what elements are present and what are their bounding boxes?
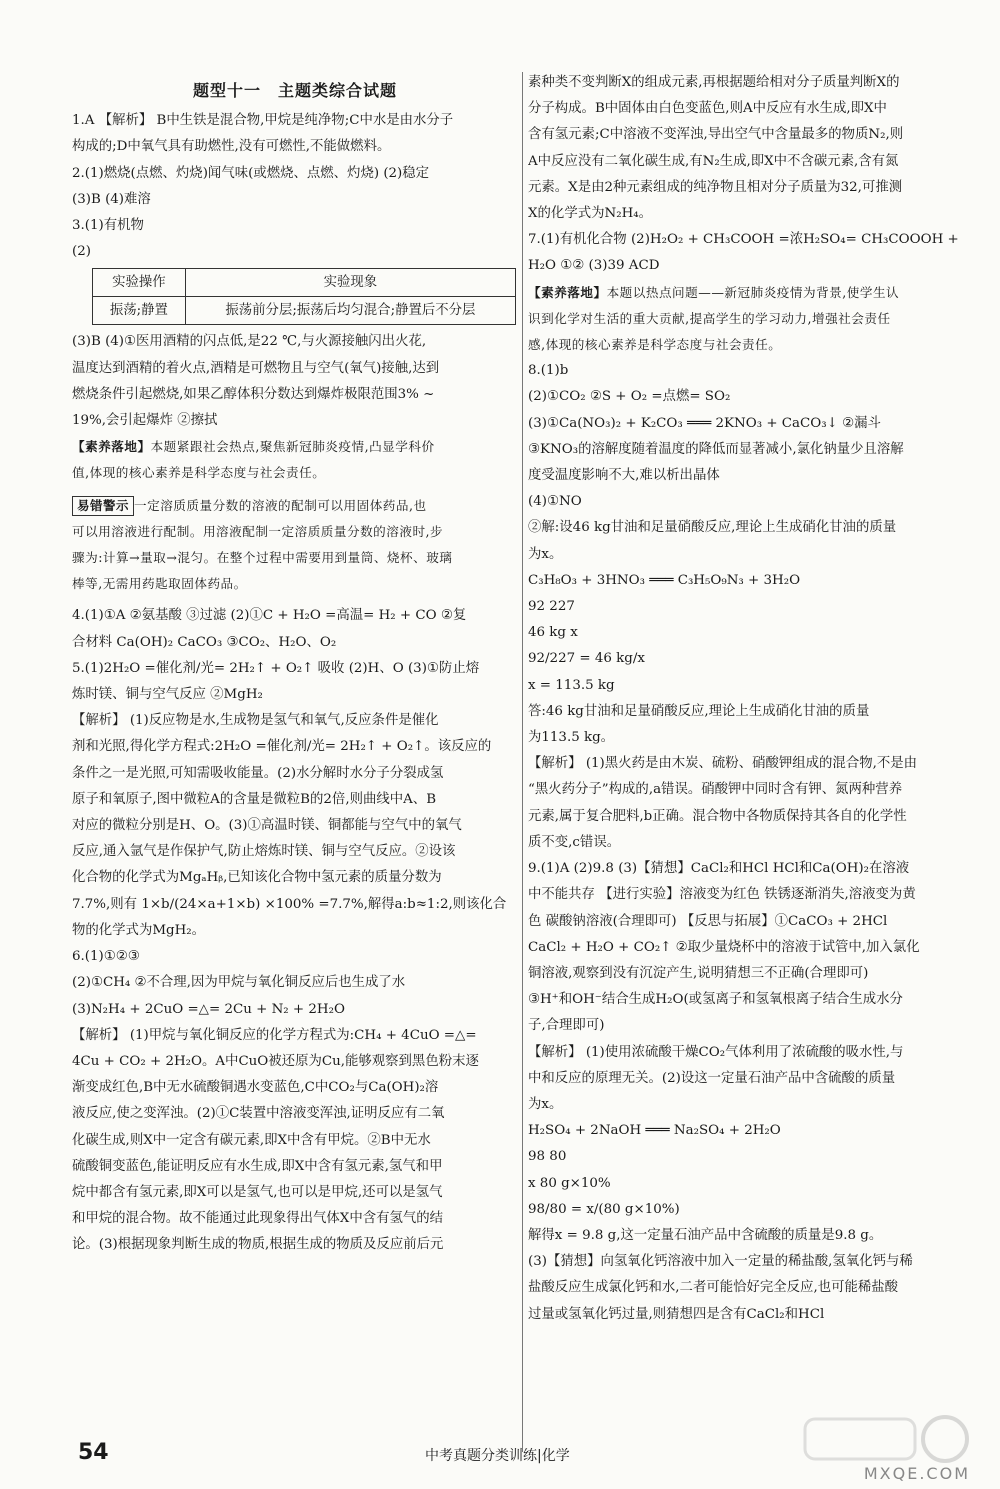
yicuo-line: 骤为:计算→量取→混匀。在整个过程中需要用到量筒、烧杯、玻璃 — [72, 550, 453, 566]
text-line: ③KNO₃的溶解度随着温度的降低而显著减小,氯化钠量少且溶解 — [528, 441, 904, 457]
text-line: 温度达到酒精的着火点,酒精是可燃物且与空气(氧气)接触,达到 — [72, 360, 440, 376]
text-line: 8.(1)b — [528, 363, 569, 379]
yicuo-line: 一定溶质质量分数的溶液的配制可以用固体药品,也 — [134, 497, 427, 513]
text-line: 92/227 = 46 kg/x — [528, 651, 645, 667]
text-line: “黑火药分子”构成的,a错误。硝酸钾中同时含有钾、氮两种营养 — [528, 782, 903, 798]
right-lines-b — [528, 358, 974, 1328]
text-line: 化碳生成,则X中一定含有碳元素,即X中含有甲烷。②B中无水 — [72, 1132, 431, 1148]
text-line: 2.(1)燃烧(点燃、灼烧)闻气味(或燃烧、点燃、灼烧) (2)稳定 — [72, 165, 430, 181]
suyang-line: 值,体现的核心素养是科学态度与社会责任。 — [72, 465, 326, 481]
text-line: 【解析】 (1)反应物是水,生成物是氢气和氧气,反应条件是催化 — [72, 713, 439, 729]
right-column — [528, 70, 974, 1328]
text-line: 条件之一是光照,可知需吸收能量。(2)水分解时水分子分裂成氢 — [72, 765, 444, 781]
text-line: 物的化学式为MgH₂。 — [72, 922, 206, 938]
suyang-line: 感,体现的核心素养是科学态度与社会责任。 — [528, 337, 782, 353]
yicuo-block — [72, 493, 518, 519]
text-line: (2)①CO₂ ②S + O₂ =点燃= SO₂ — [528, 389, 731, 405]
watermark-text: MXQE.COM — [863, 1464, 970, 1483]
text-line: 色 碳酸钠溶液(合理即可) 【反思与拓展】①CaCO₃ + 2HCl — [528, 913, 888, 929]
left-column — [72, 70, 518, 1259]
text-line: A中反应没有二氧化碳生成,有N₂生成,即X中不含碳元素,含有氮 — [528, 153, 899, 169]
text-line: 中和反应的原理无关。(2)设这一定量石油产品中含硫酸的质量 — [528, 1070, 896, 1086]
text-line: 过量或氢氧化钙过量,则猜想四是含有CaCl₂和HCl — [528, 1306, 825, 1322]
right-lines-a — [528, 70, 974, 280]
text-line: 对应的微粒分别是H、O。(3)①高温时镁、铜都能与空气中的氧气 — [72, 818, 462, 834]
text-line: (3)N₂H₄ + 2CuO =△= 2Cu + N₂ + 2H₂O — [72, 1001, 345, 1017]
text-line: 98 80 — [528, 1149, 567, 1165]
text-line: 【解析】 (1)黑火药是由木炭、硫粉、硝酸钾组成的混合物,不是由 — [528, 756, 918, 772]
text-line: 5.(1)2H₂O =催化剂/光= 2H₂↑ + O₂↑ 吸收 (2)H、O (3)①防止熔 — [72, 660, 480, 676]
text-line: 素种类不变判断X的组成元素,再根据题给相对分子质量判断X的 — [528, 75, 900, 90]
text-line: 中不能共存 【进行实验】溶液变为红色 铁锈逐渐消失,溶液变为黄 — [528, 887, 916, 903]
text-line: 构成的;D中氧气具有助燃性,没有可燃性,不能做燃料。 — [72, 139, 391, 155]
table-header-operation: 实验操作 — [93, 269, 186, 297]
text-line: 为113.5 kg。 — [528, 730, 615, 746]
text-line: 剂和光照,得化学方程式:2H₂O =催化剂/光= 2H₂↑ + O₂↑。该反应的 — [72, 739, 492, 755]
text-line: 98/80 = x/(80 g×10%) — [528, 1201, 680, 1217]
suyang-block-left — [72, 434, 518, 460]
text-line: 子,合理即可) — [528, 1018, 605, 1034]
text-line: 1.A 【解析】 B中生铁是混合物,甲烷是纯净物;C中水是由水分子 — [72, 113, 454, 129]
text-line: 为x。 — [528, 1096, 563, 1112]
text-line: 9.(1)A (2)9.8 (3)【猜想】CaCl₂和HCl HCl和Ca(OH)₂在溶液 — [528, 861, 910, 877]
suyang-tag: 【素养落地】 — [528, 284, 607, 300]
table-cell-operation: 振荡;静置 — [93, 297, 186, 325]
text-line: 论。(3)根据现象判断生成的物质,根据生成的物质及反应前后元 — [72, 1237, 444, 1253]
text-line: (4)①NO — [528, 494, 582, 510]
yicuo-line: 棒等,无需用药匙取固体药品。 — [72, 576, 247, 592]
table-header-phenomenon: 实验现象 — [185, 269, 515, 297]
column-divider — [522, 72, 523, 1452]
text-line: X的化学式为N₂H₄。 — [528, 206, 653, 222]
text-line: ③H⁺和OH⁻结合生成H₂O(或氢离子和氢氧根离子结合生成水分 — [528, 992, 903, 1008]
table-row — [93, 297, 516, 325]
text-line: H₂SO₄ + 2NaOH ═══ Na₂SO₄ + 2H₂O — [528, 1123, 781, 1139]
text-line: 分子构成。B中固体由白色变蓝色,则A中反应有水生成,即X中 — [528, 101, 887, 117]
text-line: 燃烧条件引起燃烧,如果乙醇体积分数达到爆炸极限范围3% ~ — [72, 386, 435, 402]
experiment-table — [92, 268, 516, 325]
text-line: (3)①Ca(NO₃)₂ + K₂CO₃ ═══ 2KNO₃ + CaCO₃↓ ②漏斗 — [528, 415, 881, 431]
text-line: 铜溶液,观察到没有沉淀产生,说明猜想三不正确(合理即可) — [528, 965, 869, 981]
text-line: 【解析】 (1)甲烷与氧化铜反应的化学方程式为:CH₄ + 4CuO =△= — [72, 1027, 477, 1043]
text-line: 烷中都含有氢元素,即X可以是氢气,也可以是甲烷,还可以是氢气 — [72, 1184, 443, 1200]
text-line: 炼时镁、铜与空气反应 ②MgH₂ — [72, 687, 263, 703]
text-line: (2)①CH₄ ②不合理,因为甲烷与氧化铜反应后也生成了水 — [72, 975, 406, 991]
suyang-line: 本题紧跟社会热点,聚焦新冠肺炎疫情,凸显学科价 — [150, 439, 435, 455]
text-line: 反应,通入氩气是作保护气,防止熔炼时镁、铜与空气反应。②设该 — [72, 844, 456, 860]
text-line: 盐酸反应生成氯化钙和水,二者可能恰好完全反应,也可能稀盐酸 — [528, 1280, 899, 1296]
text-line: 含有氢元素;C中溶液不变浑浊,导出空气中含量最多的物质N₂,则 — [528, 127, 904, 143]
text-line: (3)B (4)难溶 — [72, 191, 151, 207]
text-line: 元素,属于复合肥料,b正确。混合物中各物质保持其各自的化学性 — [528, 808, 907, 824]
text-line: 46 kg x — [528, 625, 578, 641]
suyang-line: 本题以热点问题——新冠肺炎疫情为背景,使学生认 — [606, 284, 900, 300]
left-lines-b — [72, 329, 518, 434]
text-line: 3.(1)有机物 — [72, 218, 144, 234]
text-line: x 80 g×10% — [528, 1175, 611, 1191]
text-line: 度受温度影响不大,难以析出晶体 — [528, 468, 720, 484]
text-line: 6.(1)①②③ — [72, 949, 140, 965]
suyang-tag: 【素养落地】 — [72, 439, 151, 455]
text-line: 92 227 — [528, 599, 575, 615]
text-line: 为x。 — [528, 546, 563, 562]
text-line: (3)B (4)①医用酒精的闪点低,是22 ℃,与火源接触闪出火花, — [72, 334, 427, 350]
text-line: ②解:设46 kg甘油和足量硝酸反应,理论上生成硝化甘油的质量 — [528, 520, 897, 536]
text-line: 4.(1)①A ②氨基酸 ③过滤 (2)①C + H₂O =高温= H₂ + CO ②复 — [72, 608, 467, 624]
page-number: 54 — [78, 1440, 109, 1465]
yicuo-line: 可以用溶液进行配制。用溶液配制一定溶质质量分数的溶液时,步 — [72, 523, 444, 539]
text-line: 液反应,使之变浑浊。(2)①C装置中溶液变浑浊,证明反应有二氧 — [72, 1106, 445, 1122]
text-line: 和甲烷的混合物。故不能通过此现象得出气体X中含有氢气的结 — [72, 1211, 444, 1227]
left-lines-c — [72, 603, 518, 1258]
text-line: 渐变成红色,B中无水硫酸铜遇水变蓝色,C中CO₂与Ca(OH)₂溶 — [72, 1080, 439, 1096]
text-line: C₃H₈O₃ + 3HNO₃ ═══ C₃H₅O₉N₃ + 3H₂O — [528, 572, 801, 588]
text-line: 质不变,c错误。 — [528, 834, 621, 850]
text-line: 解得x = 9.8 g,这一定量石油产品中含硫酸的质量是9.8 g。 — [528, 1227, 883, 1243]
text-line: (3)【猜想】向氢氧化钙溶液中加入一定量的稀盐酸,氢氧化钙与稀 — [528, 1254, 913, 1270]
text-line: 7.(1)有机化合物 (2)H₂O₂ + CH₃COOH =浓H₂SO₄= CH₃COOOH + — [528, 232, 959, 248]
book-title: 中考真题分类训练|化学 — [425, 1448, 570, 1464]
text-line: H₂O ①② (3)39 ACD — [528, 258, 660, 274]
text-line: 化合物的化学式为MgₐHᵦ,已知该化合物中氢元素的质量分数为 — [72, 870, 442, 886]
text-line: 合材料 Ca(OH)₂ CaCO₃ ③CO₂、H₂O、O₂ — [72, 634, 337, 650]
text-line: 答:46 kg甘油和足量硝酸反应,理论上生成硝化甘油的质量 — [528, 703, 870, 719]
text-line: 原子和氧原子,图中微粒A的含量是微粒B的2倍,则曲线中A、B — [72, 791, 437, 807]
text-line: CaCl₂ + H₂O + CO₂↑ ②取少量烧杯中的溶液于试管中,加入氯化 — [528, 939, 920, 955]
text-line: x = 113.5 kg — [528, 677, 615, 693]
section-title: 题型十一 主题类综合试题 — [192, 81, 397, 100]
text-line: 硫酸铜变蓝色,能证明反应有水生成,即X中含有氢元素,氢气和甲 — [72, 1158, 443, 1174]
text-line: 元素。X是由2种元素组成的纯净物且相对分子质量为32,可推测 — [528, 179, 903, 195]
suyang-block-right — [528, 280, 974, 306]
text-line: 19%,会引起爆炸 ②擦拭 — [72, 413, 218, 429]
yicuo-tag: 易错警示 — [72, 496, 134, 516]
left-lines-a — [72, 108, 518, 265]
text-line: 7.7%,则有 1×b/(24×a+1×b) ×100% =7.7%,解得a:b≈1:2,则该化合 — [72, 896, 507, 912]
text-line: 【解析】 (1)使用浓硫酸干燥CO₂气体利用了浓硫酸的吸水性,与 — [528, 1044, 904, 1060]
suyang-line: 识到化学对生活的重大贡献,提高学生的学习动力,增强社会责任 — [528, 310, 891, 326]
text-line: (2) — [72, 244, 91, 260]
table-cell-phenomenon: 振荡前分层;振荡后均匀混合;静置后不分层 — [185, 297, 515, 325]
text-line: 4Cu + CO₂ + 2H₂O。A中CuO被还原为Cu,能够观察到黑色粉末逐 — [72, 1053, 479, 1069]
